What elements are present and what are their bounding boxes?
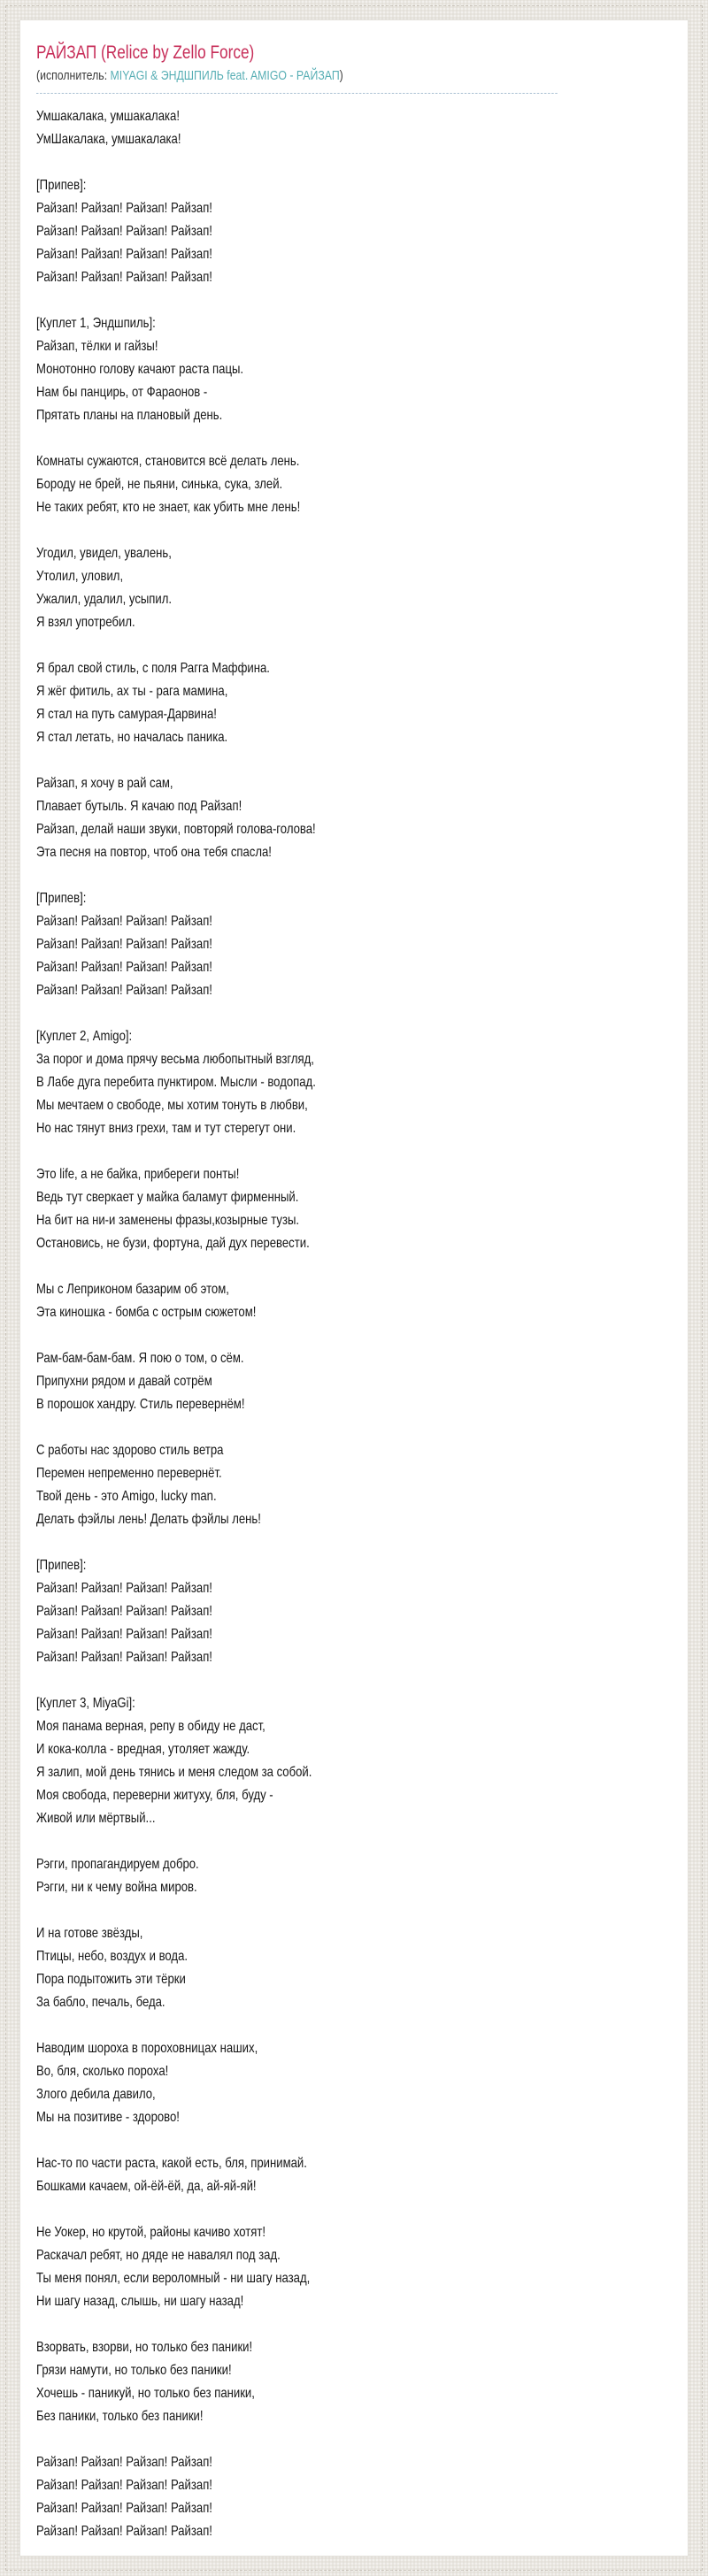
lyric-line: И на готове звёзды, <box>36 1926 143 1941</box>
lyric-line: Бошками качаем, ой-ёй-ёй, да, ай-яй-яй! <box>36 2179 257 2194</box>
lyric-line: Я стал на путь самурая-Дарвина! <box>36 707 217 722</box>
lyric-line: На бит на ни-и заменены фразы,козырные тузы. <box>36 1213 300 1228</box>
lyric-line: Рам-бам-бам-бам. Я пою о том, о сём. <box>36 1351 244 1366</box>
lyric-line: Я стал летать, но началась паника. <box>36 730 228 745</box>
lyric-line: Комнаты сужаются, становится всё делать лень. <box>36 454 300 469</box>
lyric-line: Утолил, уловил, <box>36 569 124 584</box>
lyric-line: Рэгги, ни к чему война миров. <box>36 1880 197 1895</box>
stanza <box>36 1922 672 2014</box>
lyric-line: Райзап! Райзап! Райзап! Райзап! <box>36 1650 212 1665</box>
lyric-line: Не Уокер, но крутой, районы качиво хотят! <box>36 2225 266 2240</box>
stanza <box>36 1278 672 1324</box>
lyric-line: Остановись, не бузи, фортуна, дай дух перевести. <box>36 1236 310 1251</box>
lyric-line: Это life, а не байка, прибереги понты! <box>36 1167 240 1182</box>
lyric-line: Эта песня на повтор, чтоб она тебя спасла! <box>36 845 272 860</box>
lyric-line: Нам бы панцирь, от Фараонов - <box>36 385 208 400</box>
stanza <box>36 1853 672 1899</box>
lyric-line: [Куплет 3, MiyaGi]: <box>36 1696 135 1711</box>
lyric-line: Твой день - это Amigo, lucky man. <box>36 1489 217 1504</box>
lyric-line: В порошок хандру. Стиль перевернём! <box>36 1397 245 1412</box>
stanza <box>36 105 672 151</box>
stanza <box>36 542 672 634</box>
lyric-line: [Припев]: <box>36 178 87 193</box>
lyric-line: И кока-колла - вредная, утоляет жажду. <box>36 1742 250 1757</box>
artist-label: (исполнитель: <box>36 68 108 83</box>
lyric-line: Грязи намути, но только без паники! <box>36 2363 232 2378</box>
lyric-line: Без паники, только без паники! <box>36 2409 204 2424</box>
stanza <box>36 1554 672 1669</box>
stanza <box>36 1439 672 1531</box>
lyric-line: Я взял употребил. <box>36 615 135 630</box>
lyric-line: За бабло, печаль, беда. <box>36 1995 165 2010</box>
stanza <box>36 312 672 427</box>
lyric-line: [Куплет 2, Amigo]: <box>36 1029 133 1044</box>
lyric-line: Плавает бутыль. Я качаю под Райзап! <box>36 799 242 814</box>
lyric-line: Райзап! Райзап! Райзап! Райзап! <box>36 201 212 216</box>
lyrics-card <box>19 19 689 2557</box>
lyric-line: Ты меня понял, если вероломный - ни шагу назад, <box>36 2271 311 2286</box>
lyric-line: Делать фэйлы лень! Делать фэйлы лень! <box>36 1512 261 1527</box>
stanza <box>36 2037 672 2129</box>
lyric-line: Райзап! Райзап! Райзап! Райзап! <box>36 1627 212 1642</box>
lyric-line: Райзап! Райзап! Райзап! Райзап! <box>36 937 212 952</box>
lyric-line: Мы с Леприконом базарим об этом, <box>36 1282 229 1297</box>
lyric-line: Не таких ребят, кто не знает, как убить мне лень! <box>36 500 301 515</box>
lyric-line: [Припев]: <box>36 891 87 906</box>
lyric-line: Райзап! Райзап! Райзап! Райзап! <box>36 1604 212 1619</box>
lyric-line: Бороду не брей, не пьяни, синька, сука, злей. <box>36 477 283 492</box>
lyric-line: Пора подытожить эти тёрки <box>36 1972 186 1987</box>
stanza <box>36 1025 672 1140</box>
lyric-line: Райзап! Райзап! Райзап! Райзап! <box>36 270 212 285</box>
lyric-line: Во, бля, сколько пороха! <box>36 2064 169 2079</box>
lyric-line: Райзап! Райзап! Райзап! Райзап! <box>36 247 212 262</box>
lyrics-body <box>36 105 672 2543</box>
lyric-line: Райзап! Райзап! Райзап! Райзап! <box>36 2524 212 2539</box>
lyric-line: Райзап! Райзап! Райзап! Райзап! <box>36 914 212 929</box>
page-title: РАЙЗАП (Relice by Zello Force) <box>36 42 255 63</box>
lyric-line: Райзап! Райзап! Райзап! Райзап! <box>36 960 212 975</box>
lyric-line: Райзап! Райзап! Райзап! Райзап! <box>36 1581 212 1596</box>
lyric-line: Прятать планы на плановый день. <box>36 408 223 423</box>
lyric-line: Наводим шороха в пороховницах наших, <box>36 2041 258 2056</box>
lyric-line: Ужалил, удалил, усыпил. <box>36 592 173 607</box>
lyric-line: Райзап! Райзап! Райзап! Райзап! <box>36 2501 212 2516</box>
stanza <box>36 2221 672 2313</box>
lyric-line: Райзап! Райзап! Райзап! Райзап! <box>36 983 212 998</box>
lyric-line: Хочешь - паникуй, но только без паники, <box>36 2386 255 2401</box>
lyric-line: Перемен непременно перевернёт. <box>36 1466 222 1481</box>
stanza <box>36 1692 672 1830</box>
stanza <box>36 2336 672 2428</box>
lyric-line: Ведь тут сверкает у майка баламут фирменный. <box>36 1190 299 1205</box>
lyric-line: С работы нас здорово стиль ветра <box>36 1443 224 1458</box>
artist-link[interactable]: MIYAGI & ЭНДШПИЛЬ feat. AMIGO - РАЙЗАП <box>110 68 340 83</box>
stanza <box>36 657 672 749</box>
stanza <box>36 174 672 289</box>
lyric-line: Птицы, небо, воздух и вода. <box>36 1949 189 1964</box>
stanza <box>36 1163 672 1255</box>
lyric-line: Я жёг фитиль, ах ты - рага мамина, <box>36 684 228 699</box>
lyric-line: Райзап, тёлки и гайзы! <box>36 339 158 354</box>
lyric-line: Я брал свой стиль, с поля Рагга Маффина. <box>36 661 270 676</box>
lyric-line: Моя панама верная, репу в обиду не даст, <box>36 1719 266 1734</box>
stanza <box>36 887 672 1002</box>
lyric-line: Райзап! Райзап! Райзап! Райзап! <box>36 2455 212 2470</box>
lyric-line: Припухни рядом и давай сотрём <box>36 1374 212 1389</box>
stanza <box>36 2451 672 2543</box>
lyric-line: Райзап! Райзап! Райзап! Райзап! <box>36 2478 212 2493</box>
lyric-line: [Припев]: <box>36 1558 87 1573</box>
stanza <box>36 1347 672 1416</box>
artist-suffix: ) <box>339 68 343 83</box>
lyric-line: Живой или мёртвый... <box>36 1811 156 1826</box>
lyric-line: Я залип, мой день тянись и меня следом за собой. <box>36 1765 312 1780</box>
lyric-line: Но нас тянут вниз грехи, там и тут стерегут они. <box>36 1121 296 1136</box>
lyric-line: Рэгги, пропагандируем добро. <box>36 1857 199 1872</box>
lyric-line: УмШакалака, умшакалака! <box>36 132 181 147</box>
lyric-line: Моя свобода, переверни житуху, бля, буду - <box>36 1788 273 1803</box>
lyric-line: Злого дебила давило, <box>36 2087 156 2102</box>
artist-row <box>36 67 558 94</box>
lyric-line: Мы мечтаем о свободе, мы хотим тонуть в любви, <box>36 1098 308 1113</box>
lyric-line: Умшакалака, умшакалака! <box>36 109 180 124</box>
stanza <box>36 450 672 519</box>
lyric-line: За порог и дома прячу весьма любопытный взгляд, <box>36 1052 314 1067</box>
lyric-line: Ни шагу назад, слышь, ни шагу назад! <box>36 2294 244 2309</box>
stanza <box>36 2152 672 2198</box>
lyric-line: Райзап, я хочу в рай сам, <box>36 776 173 791</box>
lyric-line: Мы на позитиве - здорово! <box>36 2110 180 2125</box>
lyric-line: Угодил, увидел, увалень, <box>36 546 172 561</box>
lyric-line: Эта киношка - бомба с острым сюжетом! <box>36 1305 257 1320</box>
lyric-line: Взорвать, взорви, но только без паники! <box>36 2340 253 2355</box>
lyric-line: В Лабе дуга перебита пунктиром. Мысли - водопад. <box>36 1075 316 1090</box>
lyric-line: Нас-то по части раста, какой есть, бля, принимай. <box>36 2156 307 2171</box>
lyric-line: Райзап, делай наши звуки, повторяй голова-голова! <box>36 822 316 837</box>
lyric-line: Райзап! Райзап! Райзап! Райзап! <box>36 224 212 239</box>
stanza <box>36 772 672 864</box>
lyric-line: Раскачал ребят, но дяде не навалял под зад. <box>36 2248 281 2263</box>
lyric-line: [Куплет 1, Эндшпиль]: <box>36 316 156 331</box>
lyric-line: Монотонно голову качают раста пацы. <box>36 362 244 377</box>
